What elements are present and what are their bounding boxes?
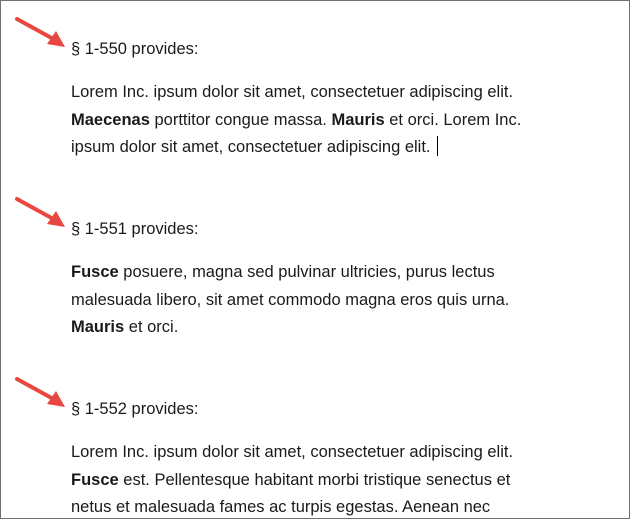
text-cursor [437,136,438,156]
section-paragraph [71,79,616,162]
text-run: Lorem Inc. ipsum dolor sit amet, consectetuer adipiscing elit. [71,443,514,461]
paragraph-line [71,439,616,467]
bold-text-run: Fusce [71,470,119,489]
section-heading: § 1-550 provides: [71,40,199,58]
paragraph-line [71,287,616,315]
red-arrow-icon [13,195,71,231]
paragraph-line [71,494,616,519]
paragraph-line [71,79,616,107]
paragraph-line [71,467,616,495]
text-run: porttitor congue massa. [149,110,332,129]
text-run: malesuada libero, sit amet commodo magna eros quis urna. [71,290,510,309]
bold-text-run: Mauris [331,110,385,129]
text-run: ipsum dolor sit amet, consectetuer adipiscing elit. [71,138,431,156]
paragraph-line [71,134,616,162]
bold-text-run: Mauris [71,318,125,336]
red-arrow-icon [13,375,71,411]
bold-text-run: Fusce [71,263,119,281]
paragraph-line [71,314,616,342]
red-arrow-icon [13,15,71,51]
bold-text-run: Maecenas [71,110,150,129]
text-run: posuere, magna sed pulvinar ultricies, purus lectus [118,263,495,281]
text-run: et orci. Lorem Inc. [384,110,522,129]
section-paragraph [71,439,616,519]
paragraph-line [71,259,616,287]
paragraph-line [71,107,616,135]
section-heading: § 1-552 provides: [71,400,199,418]
text-run: Lorem Inc. ipsum dolor sit amet, consectetuer adipiscing elit. [71,83,514,101]
section-paragraph [71,259,616,342]
text-run: est. Pellentesque habitant morbi tristique senectus et [118,470,511,489]
section-heading: § 1-551 provides: [71,220,199,238]
text-run: et orci. [124,318,179,336]
text-run: netus et malesuada fames ac turpis egestas. Aenean nec [71,498,491,516]
